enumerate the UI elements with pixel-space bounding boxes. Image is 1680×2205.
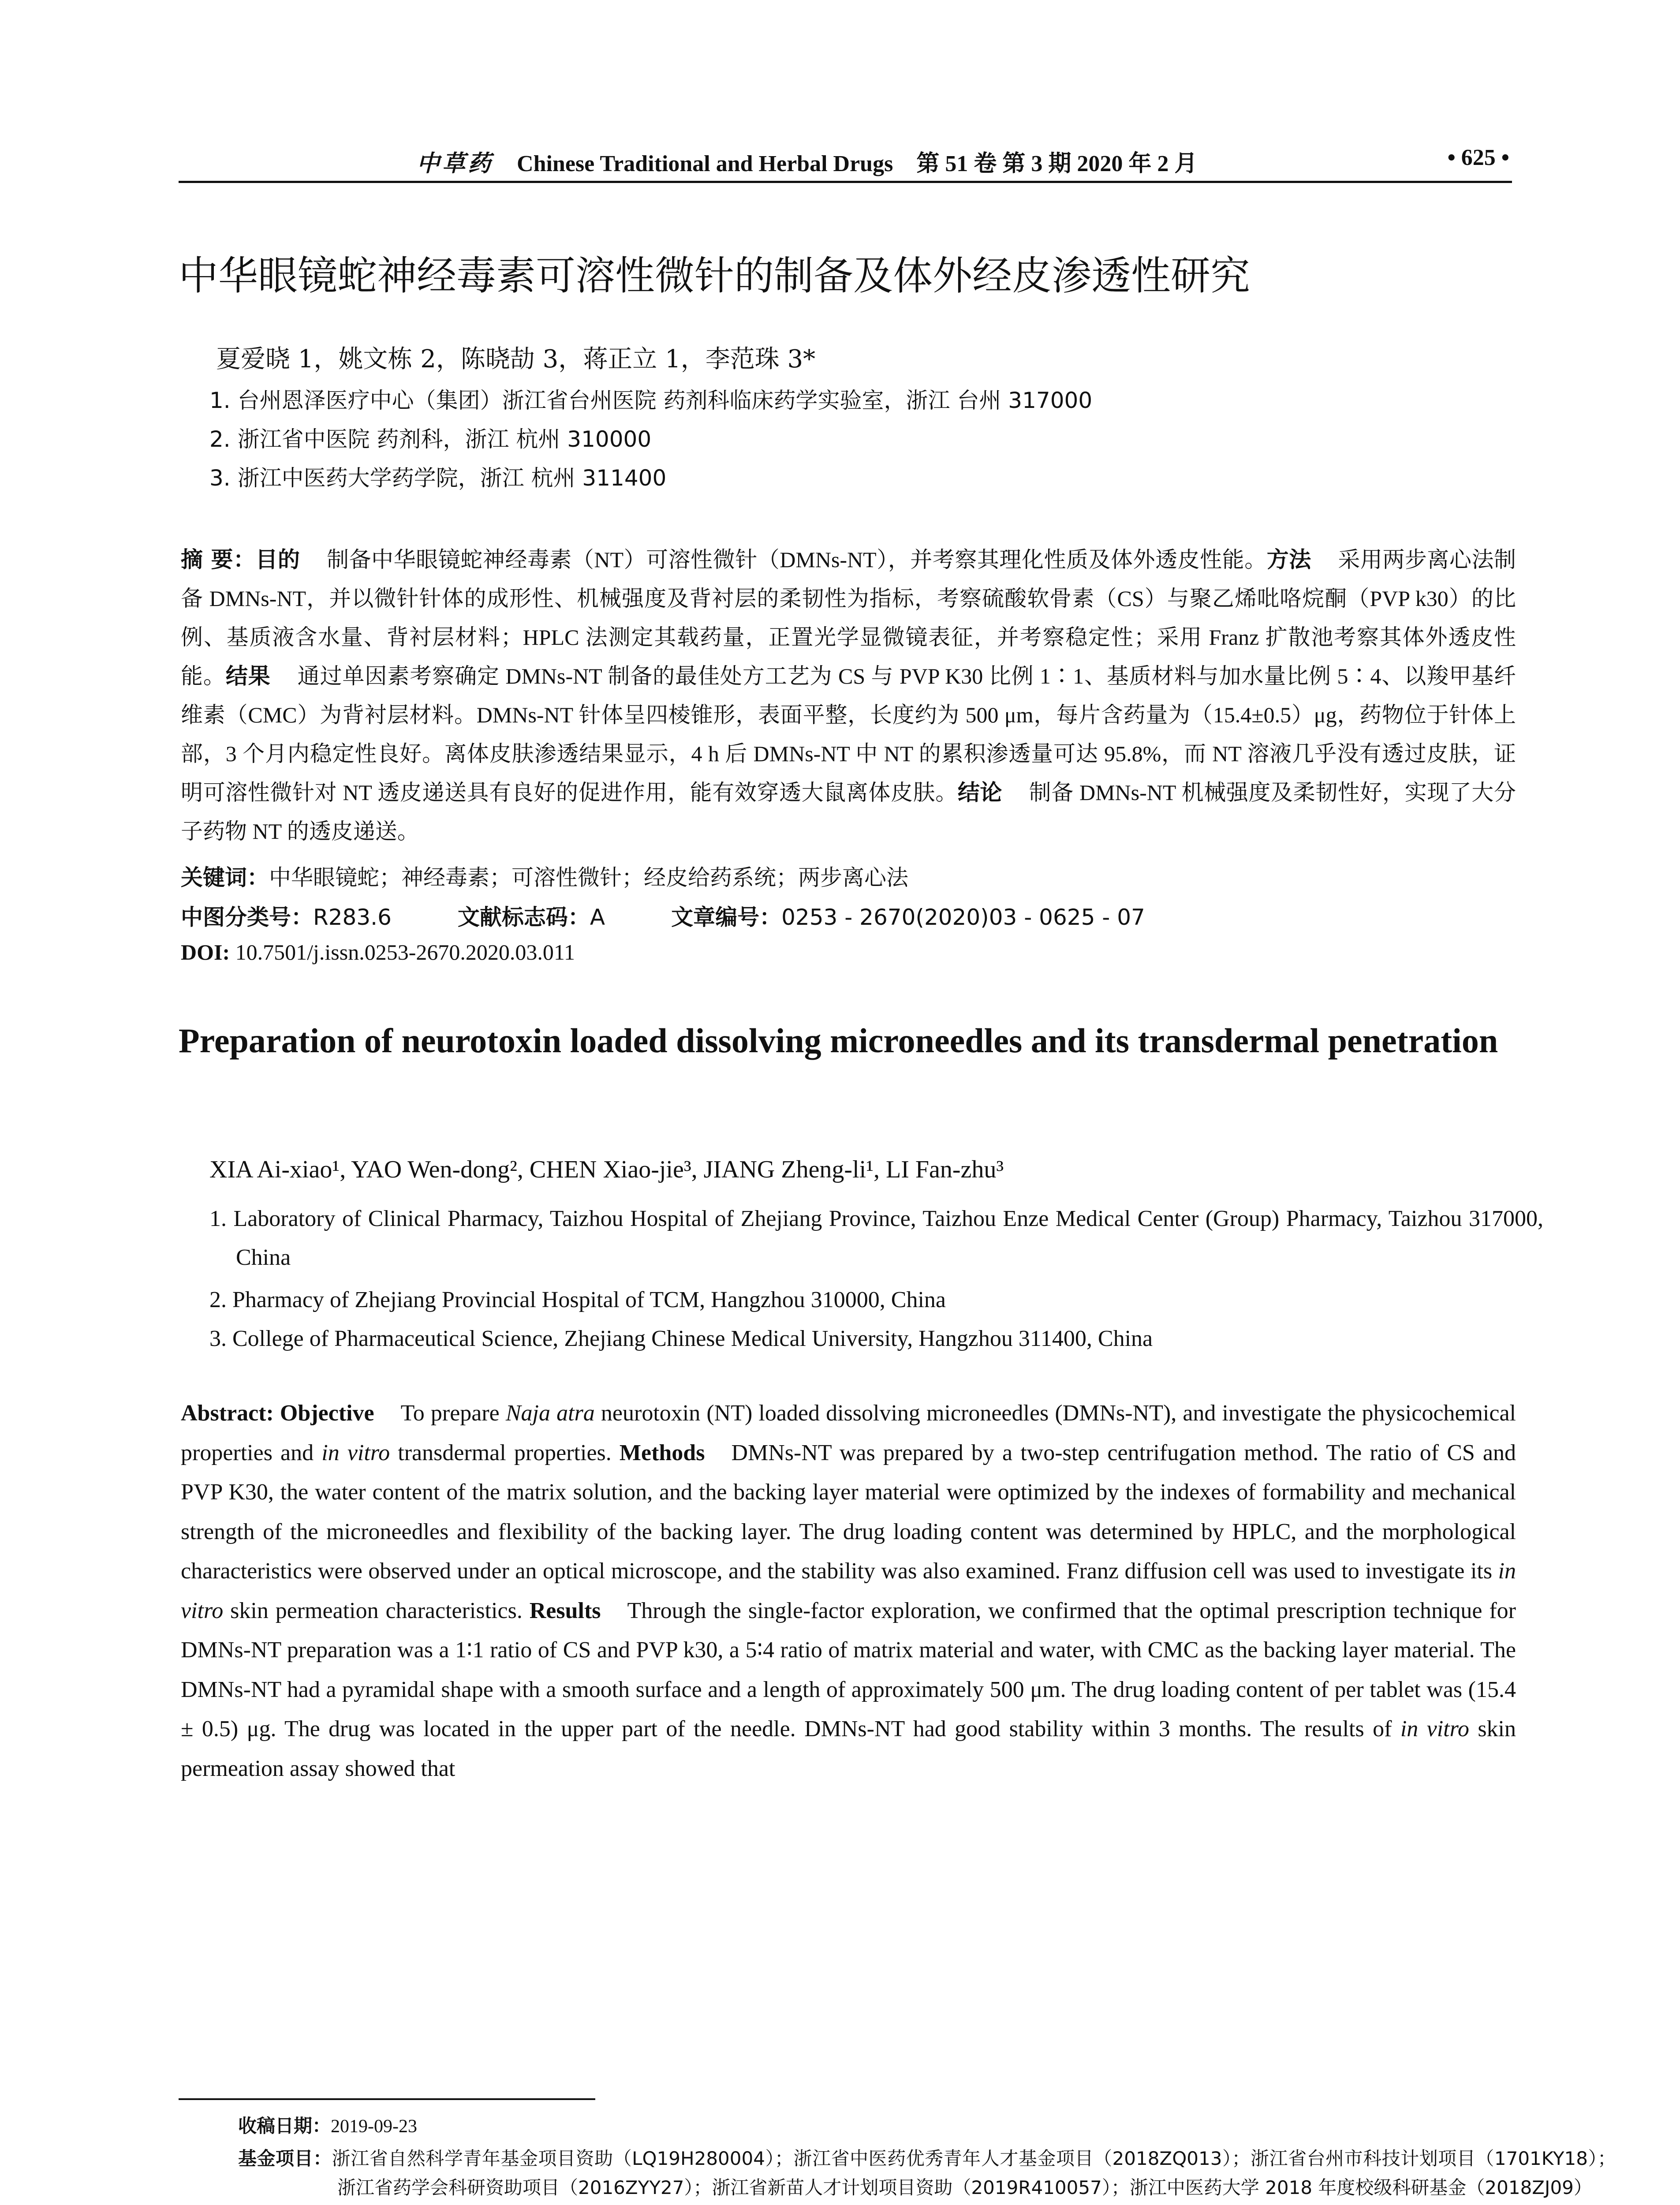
fund-info [238, 2144, 1616, 2202]
fund-label: 基金项目： [238, 2148, 332, 2169]
doi-line [181, 939, 575, 965]
affiliation-cn-3: 3. 浙江中医药大学药学院，浙江 杭州 311400 [209, 465, 667, 491]
journal-name-cn: 中草药 [417, 151, 494, 176]
in-vitro-term: in vitro [1400, 1716, 1469, 1742]
journal-name-en: Chinese Traditional and Herbal Drugs [517, 151, 893, 176]
results-en-text-2: skin permeation assay showed that [181, 1716, 1516, 1781]
methods-label: 方法 [1266, 547, 1311, 572]
affiliation-cn-2: 2. 浙江省中医院 药剂科，浙江 杭州 310000 [209, 426, 652, 452]
keywords-label: 关键词： [181, 865, 269, 890]
keywords-value: 中华眼镜蛇；神经毒素；可溶性微针；经皮给药系统；两步离心法 [269, 865, 908, 890]
article-id-label: 文章编号： [671, 904, 782, 930]
objective-en-text: To prepare [400, 1401, 506, 1426]
conclusion-text: 制备 DMNs-NT 机械强度及柔韧性好，实现了大分子药物 NT 的透皮递送。 [181, 780, 1516, 844]
methods-en-text-2: skin permeation characteristics. [223, 1598, 523, 1623]
article-id-value: 0253 - 2670(2020)03 - 0625 - 07 [781, 904, 1145, 930]
affiliation-en-2: 2. Pharmacy of Zhejiang Provincial Hospital of TCM, Hangzhou 310000, China [209, 1287, 946, 1312]
in-vitro-term: in vitro [181, 1558, 1516, 1623]
objective-en-text-3: transdermal properties. [390, 1440, 612, 1465]
objective-text: 制备中华眼镜蛇神经毒素（NT）可溶性微针（DMNs-NT），并考察其理化性质及体外透皮性能。 [326, 547, 1267, 572]
journal-info [417, 145, 1197, 178]
affiliation-en-1: 1. Laboratory of Clinical Pharmacy, Taizhou Hospital of Zhejiang Province, Taizhou Enze Medical Center (Group) Pharmacy, Taizhou 317000, China [209, 1206, 1543, 1270]
abstract-en-label: Abstract: Objective [181, 1401, 374, 1426]
clc-value: R283.6 [313, 904, 392, 930]
received-label: 收稿日期： [238, 2115, 331, 2137]
received-date [238, 2112, 417, 2141]
issue-info: 第 51 卷 第 3 期 2020 年 2 月 [916, 151, 1198, 176]
authors-en: XIA Ai-xiao¹, YAO Wen-dong², CHEN Xiao-jie³, JIANG Zheng-li¹, LI Fan-zhu³ [209, 1156, 1004, 1183]
affiliation-cn-1: 1. 台州恩泽医疗中心（集团）浙江省台州医院 药剂科临床药学实验室，浙江 台州 317000 [209, 388, 1093, 413]
authors-cn: 夏爱晓 1，姚文栋 2，陈晓劼 3，蒋正立 1，李范珠 3* [216, 345, 816, 374]
abstract-en [181, 1394, 1516, 1788]
objective-label: 目的 [255, 547, 300, 572]
methods-en-text: DMNs-NT was prepared by a two-step centrifugation method. The ratio of CS and PVP K30, the water content of the matrix solution, and the backing layer material were optimized by the indexes of formability and mechanical strength of the microneedles and flexibility of the backing layer. The drug loading content was determined by HPLC, and the morphological characteristics were observed under an optical microscope, and the stability was also examined. Franz diffusion cell was used to investigate its [181, 1440, 1516, 1584]
abstract-cn [181, 540, 1516, 851]
page-number: • 625 • [1447, 145, 1509, 170]
fund-value: 浙江省自然科学青年基金项目资助（LQ19H280004）；浙江省中医药优秀青年人才基金项目（2018ZQ013）；浙江省台州市科技计划项目（1701KY18）；浙江省药学会科研资助项目（2016ZYY27）；浙江省新苗人才计划项目资助（2019R410057）；浙江中医药大学 2018 年度校级科研基金（2018ZJ09） [332, 2148, 1616, 2198]
paper-title-en: Preparation of neurotoxin loaded dissolving microneedles and its transdermal penetration [179, 1021, 1498, 1060]
received-value: 2019-09-23 [331, 2116, 417, 2137]
doc-code-value: A [590, 904, 605, 930]
conclusion-label: 结论 [957, 780, 1003, 805]
results-en-label: Results [529, 1598, 601, 1623]
results-en-text: Through the single-factor exploration, we confirmed that the optimal prescription technique for DMNs-NT preparation was a 1∶1 ratio of CS and PVP k30, a 5∶4 ratio of matrix material and water, with CMC as the backing layer material. The DMNs-NT had a pyramidal shape with a smooth surface and a length of approximately 500 μm. The drug loading content of per tablet was (15.4 ± 0.5) μg. The drug was located in the upper part of the needle. DMNs-NT had good stability within 3 months. The results of [181, 1598, 1516, 1742]
results-text: 通过单因素考察确定 DMNs-NT 制备的最佳处方工艺为 CS 与 PVP K30 比例 1∶1、基质材料与加水量比例 5∶4、以羧甲基纤维素（CMC）为背衬层材料。DMNs-NT 针体呈四棱锥形，表面平整，长度约为 500 μm，每片含药量为（15.4±0.5）μg，药物位于针体上部，3 个月内稳定性良好。离体皮肤渗透结果显示，4 h 后 DMNs-NT 中 NT 的累积渗透量可达 95.8%，而 NT 溶液几乎没有透过皮肤，证明可溶性微针对 NT 透皮递送具有良好的促进作用，能有效穿透大鼠离体皮肤。 [181, 664, 1516, 805]
doi-value: 10.7501/j.issn.0253-2670.2020.03.011 [235, 940, 575, 964]
objective-en-text-2: neurotoxin (NT) loaded dissolving microneedles (DMNs-NT), and investigate the physicochemical properties and [181, 1401, 1516, 1465]
paper-title-cn: 中华眼镜蛇神经毒素可溶性微针的制备及体外经皮渗透性研究 [179, 253, 1250, 299]
methods-en-label: Methods [619, 1440, 705, 1465]
doi-label: DOI: [181, 940, 230, 964]
doc-code-label: 文献标志码： [457, 904, 590, 930]
affiliation-en-3: 3. College of Pharmaceutical Science, Zhejiang Chinese Medical University, Hangzhou 311400, China [209, 1326, 1153, 1351]
clc-label: 中图分类号： [181, 904, 313, 930]
methods-text: 采用两步离心法制备 DMNs-NT，并以微针针体的成形性、机械强度及背衬层的柔韧性为指标，考察硫酸软骨素（CS）与聚乙烯吡咯烷酮（PVP k30）的比例、基质液含水量、背衬层材料；HPLC 法测定其载药量，正置光学显微镜表征，并考察稳定性；采用 Franz 扩散池考察其体外透皮性能。 [181, 547, 1516, 688]
footnote-divider [179, 2098, 595, 2100]
species-name: Naja atra [505, 1401, 595, 1426]
results-label: 结果 [225, 663, 271, 689]
keywords-cn [181, 860, 908, 892]
classification-line [181, 900, 1145, 931]
abstract-cn-label: 摘 要： [181, 547, 256, 572]
running-header [179, 140, 1512, 183]
in-vitro-term: in vitro [321, 1440, 390, 1465]
